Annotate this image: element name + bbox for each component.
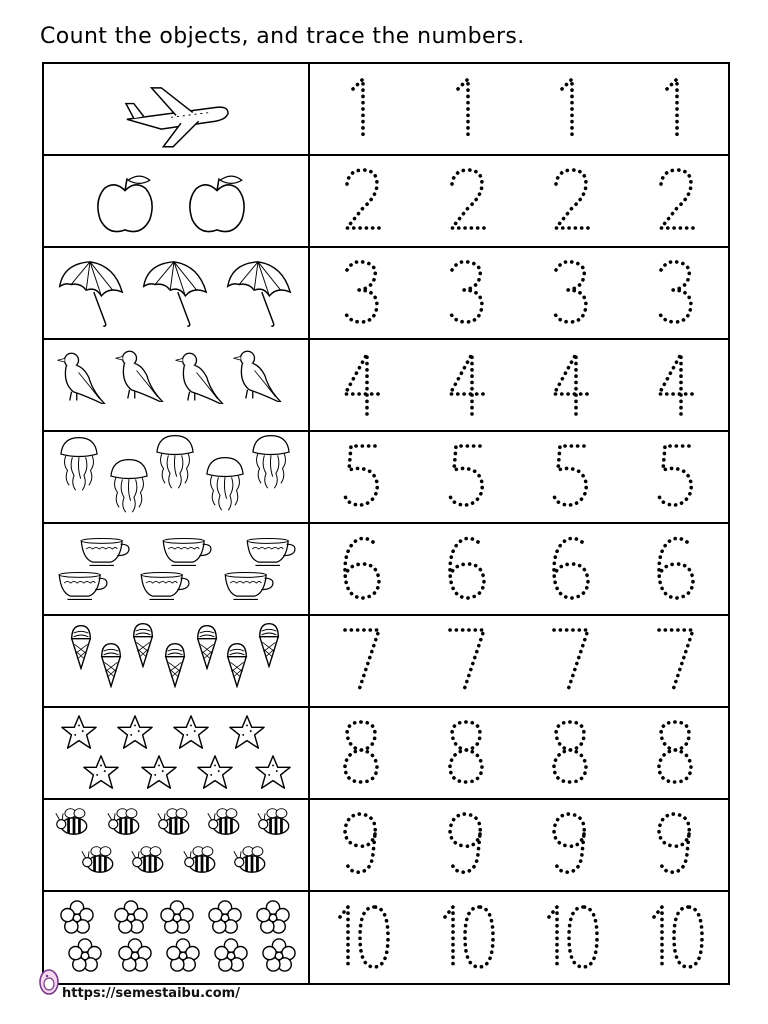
cup-icon [138,570,192,603]
dotted-number-1[interactable] [654,75,698,143]
dotted-number-10[interactable] [643,903,709,971]
dotted-number-8[interactable] [549,718,593,786]
jellyfish-icon [152,434,198,490]
dotted-number-3[interactable] [654,258,698,326]
dotted-number-7[interactable] [549,626,593,694]
dotted-number-6[interactable] [654,534,698,602]
dotted-number-3[interactable] [445,258,489,326]
flower-icon [114,900,148,934]
object-cell [44,246,308,338]
bee-icon [206,806,246,837]
jellyfish-icon [56,436,102,492]
dotted-number-5[interactable] [340,442,384,510]
dotted-number-4[interactable] [340,350,384,418]
worksheet-row-5 [44,430,728,522]
flower-icon [160,900,194,934]
trace-number-cell [310,64,728,154]
object-cell [44,430,308,522]
flower-icon [68,938,102,972]
worksheet-row-1 [44,64,728,154]
flower-icon [256,900,290,934]
bee-icon [54,806,94,837]
trace-number-cell [310,154,728,246]
dotted-number-2[interactable] [445,166,489,234]
dotted-number-10[interactable] [538,903,604,971]
bird-icon [230,346,286,402]
dotted-number-8[interactable] [654,718,698,786]
ice-cream-icon [224,640,250,688]
dotted-number-4[interactable] [549,350,593,418]
worksheet-grid [42,62,730,985]
dotted-number-9[interactable] [654,810,698,878]
starfish-icon [60,714,98,750]
flower-icon [262,938,296,972]
bee-icon [130,844,170,875]
dotted-number-6[interactable] [549,534,593,602]
worksheet-row-9 [44,798,728,890]
cup-icon [244,536,298,569]
bird-icon [112,346,168,402]
dotted-number-6[interactable] [445,534,489,602]
bee-icon [106,806,146,837]
cup-icon [222,570,276,603]
jellyfish-icon [248,434,294,490]
object-cell [44,338,308,430]
footer-url[interactable]: https://semestaibu.com/ [62,986,240,1001]
ice-cream-icon [98,640,124,688]
dotted-number-7[interactable] [654,626,698,694]
trace-number-cell [310,798,728,890]
flower-icon [60,900,94,934]
trace-number-cell [310,614,728,706]
bee-icon [256,806,296,837]
cup-icon [160,536,214,569]
worksheet-row-10 [44,890,728,983]
jellyfish-icon [202,456,248,512]
worksheet-row-3 [44,246,728,338]
apple-icon [94,172,156,236]
cup-icon [56,570,110,603]
dotted-number-5[interactable] [549,442,593,510]
dotted-number-7[interactable] [445,626,489,694]
dotted-number-8[interactable] [340,718,384,786]
object-cell [44,614,308,706]
dotted-number-1[interactable] [340,75,384,143]
bee-icon [80,844,120,875]
starfish-icon [140,754,178,790]
flower-icon [208,900,242,934]
starfish-icon [196,754,234,790]
egg-logo-icon [38,964,62,1000]
object-cell [44,154,308,246]
jellyfish-icon [106,458,152,514]
trace-number-cell [310,890,728,983]
dotted-number-3[interactable] [549,258,593,326]
footer [38,964,62,1004]
dotted-number-2[interactable] [654,166,698,234]
dotted-number-1[interactable] [445,75,489,143]
object-cell [44,522,308,614]
dotted-number-7[interactable] [340,626,384,694]
apple-icon [186,172,248,236]
flower-icon [214,938,248,972]
ice-cream-icon [162,640,188,688]
dotted-number-4[interactable] [654,350,698,418]
bee-icon [156,806,196,837]
dotted-number-1[interactable] [549,75,593,143]
object-cell [44,798,308,890]
bee-icon [232,844,272,875]
starfish-icon [254,754,292,790]
dotted-number-10[interactable] [434,903,500,971]
worksheet-row-6 [44,522,728,614]
worksheet-row-4 [44,338,728,430]
ice-cream-icon [68,622,94,670]
dotted-number-9[interactable] [549,810,593,878]
flower-icon [166,938,200,972]
flower-icon [118,938,152,972]
object-cell [44,890,308,983]
worksheet-row-2 [44,154,728,246]
dotted-number-2[interactable] [340,166,384,234]
bee-icon [182,844,222,875]
bird-icon [54,348,110,404]
worksheet-row-8 [44,706,728,798]
object-cell [44,64,308,154]
trace-number-cell [310,338,728,430]
worksheet-instruction: Count the objects, and trace the numbers. [40,24,525,49]
dotted-number-8[interactable] [445,718,489,786]
starfish-icon [228,714,266,750]
ice-cream-icon [130,620,156,668]
dotted-number-6[interactable] [340,534,384,602]
dotted-number-3[interactable] [340,258,384,326]
trace-number-cell [310,522,728,614]
dotted-number-4[interactable] [445,350,489,418]
cup-icon [78,536,132,569]
starfish-icon [172,714,210,750]
umbrella-icon [222,258,294,328]
dotted-number-5[interactable] [654,442,698,510]
starfish-icon [82,754,120,790]
dotted-number-9[interactable] [340,810,384,878]
ice-cream-icon [194,622,220,670]
ice-cream-icon [256,620,282,668]
airplane-icon [122,80,232,151]
trace-number-cell [310,706,728,798]
dotted-number-2[interactable] [549,166,593,234]
bird-icon [172,348,228,404]
trace-number-cell [310,430,728,522]
dotted-number-10[interactable] [329,903,395,971]
starfish-icon [116,714,154,750]
object-cell [44,706,308,798]
umbrella-icon [138,258,210,328]
worksheet-row-7 [44,614,728,706]
dotted-number-9[interactable] [445,810,489,878]
trace-number-cell [310,246,728,338]
umbrella-icon [54,258,126,328]
dotted-number-5[interactable] [445,442,489,510]
